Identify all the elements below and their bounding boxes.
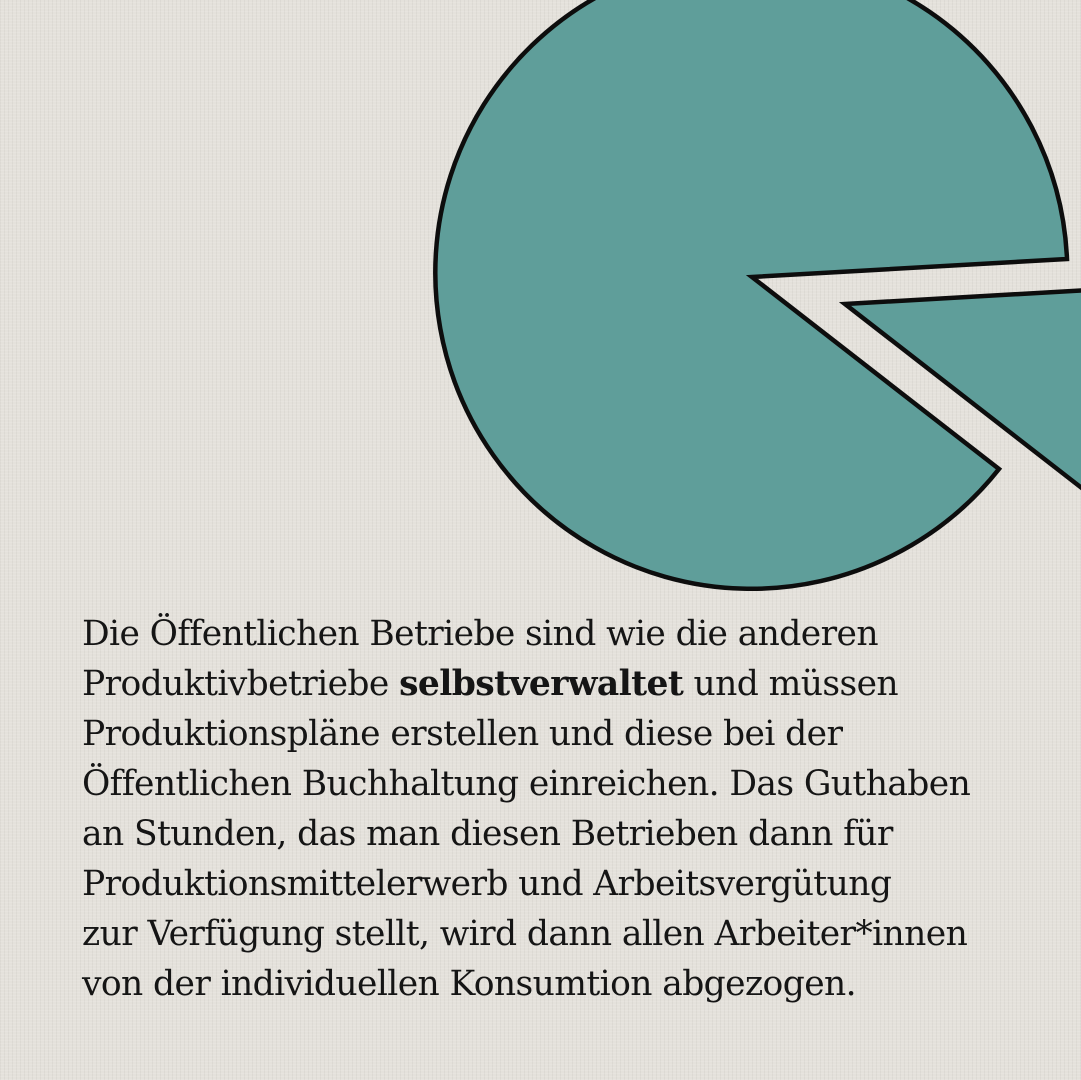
text-line-4: Öffentlichen Buchhaltung einreichen. Das Guthaben	[82, 764, 971, 804]
text-line-5: an Stunden, das man diesen Betrieben dann für	[82, 814, 893, 854]
text-line-2	[82, 659, 1042, 709]
text-line-2-end: und müssen	[683, 664, 899, 704]
pie-main-slice	[435, 0, 1067, 589]
body-paragraph	[82, 609, 1042, 1009]
text-line-6: Produktionsmittelerwerb und Arbeitsvergütung	[82, 864, 892, 904]
emphasis-selbstverwaltet: selbstverwaltet	[399, 664, 684, 704]
text-line-3: Produktionspläne erstellen und diese bei der	[82, 714, 843, 754]
text-line-1: Die Öffentlichen Betriebe sind wie die anderen	[82, 614, 878, 654]
text-line-2-start: Produktivbetriebe	[82, 664, 400, 704]
text-line-7: zur Verfügung stellt, wird dann allen Arbeiter*innen	[82, 914, 968, 954]
text-line-8: von der individuellen Konsumtion abgezogen.	[82, 964, 857, 1004]
